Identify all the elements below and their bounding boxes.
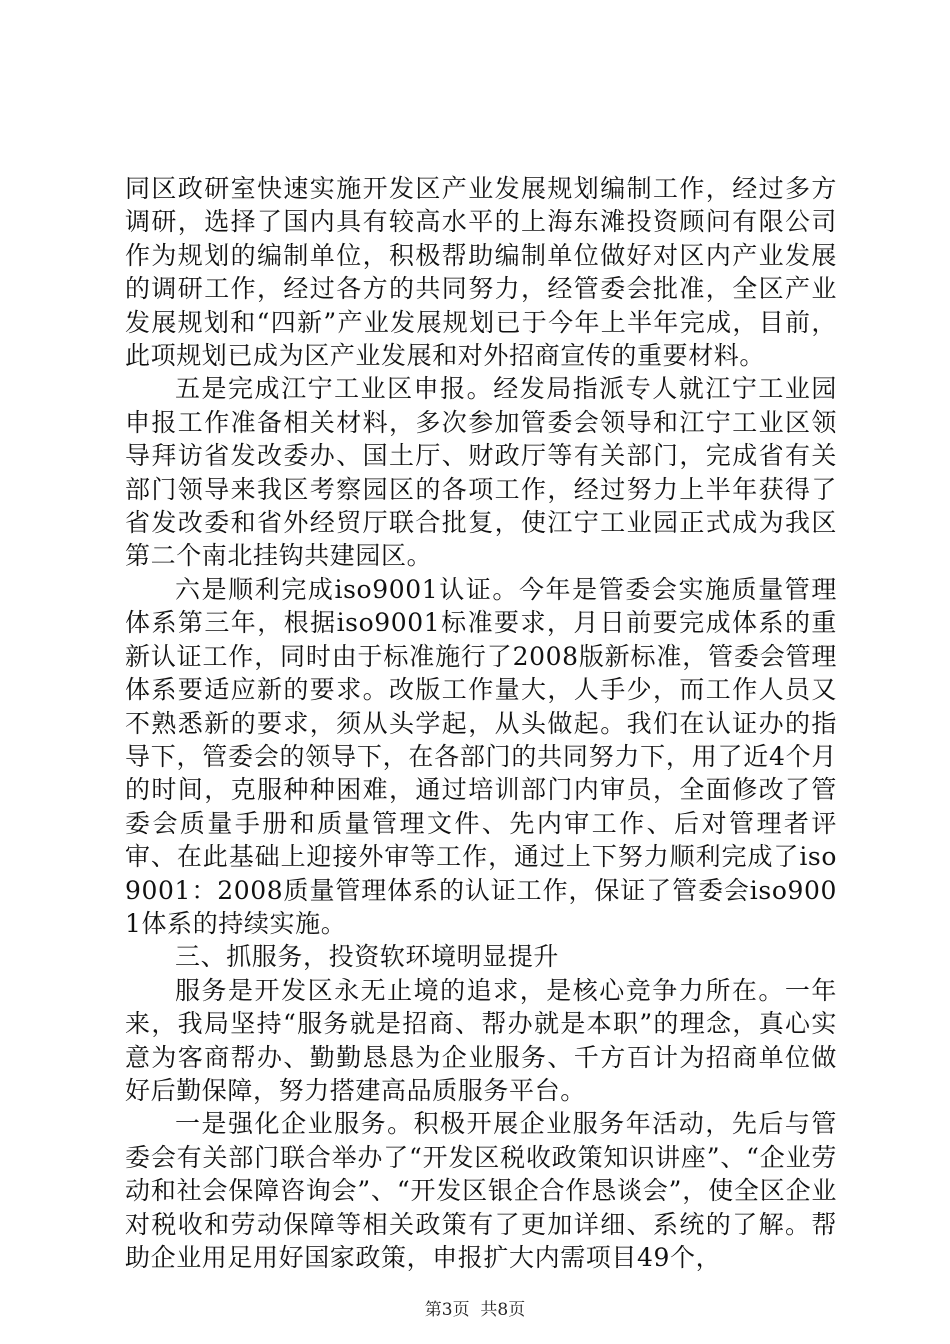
section-heading-services: 三、抓服务，投资软环境明显提升 (175, 942, 560, 972)
paragraph-enterprise-services: 一是强化企业服务。积极开展企业服务年活动，先后与管委会有关部门联合举办了“开发区税收政策知识讲座”、“企业劳动和社会保障咨询会”、“开发区银企合作恳谈会”，使全区企业对税收和劳动保障等相关政策有了更加详细、系统的了解。帮助企业用足用好国家政策，申报扩大内需项目49个， (125, 1109, 837, 1272)
paragraph-jiangning-industrial-zone: 五是完成江宁工业区申报。经发局指派专人就江宁工业园申报工作准备相关材料，多次参加管委会领导和江宁工业区领导拜访省发改委办、国土厅、财政厅等有关部门，完成省有关部门领导来我区考察园区的各项工作，经过努力上半年获得了省发改委和省外经贸厅联合批复，使江宁工业园正式成为我区第二个南北挂钩共建园区。 (125, 374, 837, 571)
page-footer: 第3页 共8页 (424, 1300, 526, 1320)
paragraph-iso9001-certification: 六是顺利完成iso9001认证。今年是管委会实施质量管理体系第三年，根据iso9001标准要求，月日前要完成体系的重新认证工作，同时由于标准施行了2008版新标准，管委会管理体系要适应新的要求。改版工作量大，人手少，而工作人员又不熟悉新的要求，须从头学起，从头做起。我们在认证办的指导下，管委会的领导下，在各部门的共同努力下，用了近4个月的时间，克服种种困难，通过培训部门内审员，全面修改了管委会质量手册和质量管理文件、先内审工作、后对管理者评审、在此基础上迎接外审等工作，通过上下努力顺利完成了iso9001：2008质量管理体系的认证工作，保证了管委会iso9001体系的持续实施。 (125, 574, 837, 938)
paragraph-planning-continued: 同区政研室快速实施开发区产业发展规划编制工作，经过多方调研，选择了国内具有较高水平的上海东滩投资顾问有限公司作为规划的编制单位，积极帮助编制单位做好对区内产业发展的调研工作，经过各方的共同努力，经管委会批准，全区产业发展规划和“四新”产业发展规划已于今年上半年完成，目前，此项规划已成为区产业发展和对外招商宣传的重要材料。 (125, 174, 837, 371)
paragraph-service-intro: 服务是开发区永无止境的追求，是核心竞争力所在。一年来，我局坚持“服务就是招商、帮办就是本职”的理念，真心实意为客商帮办、勤勤恳恳为企业服务、千方百计为招商单位做好后勤保障，努力搭建高品质服务平台。 (125, 975, 837, 1105)
body-text (125, 172, 837, 1274)
